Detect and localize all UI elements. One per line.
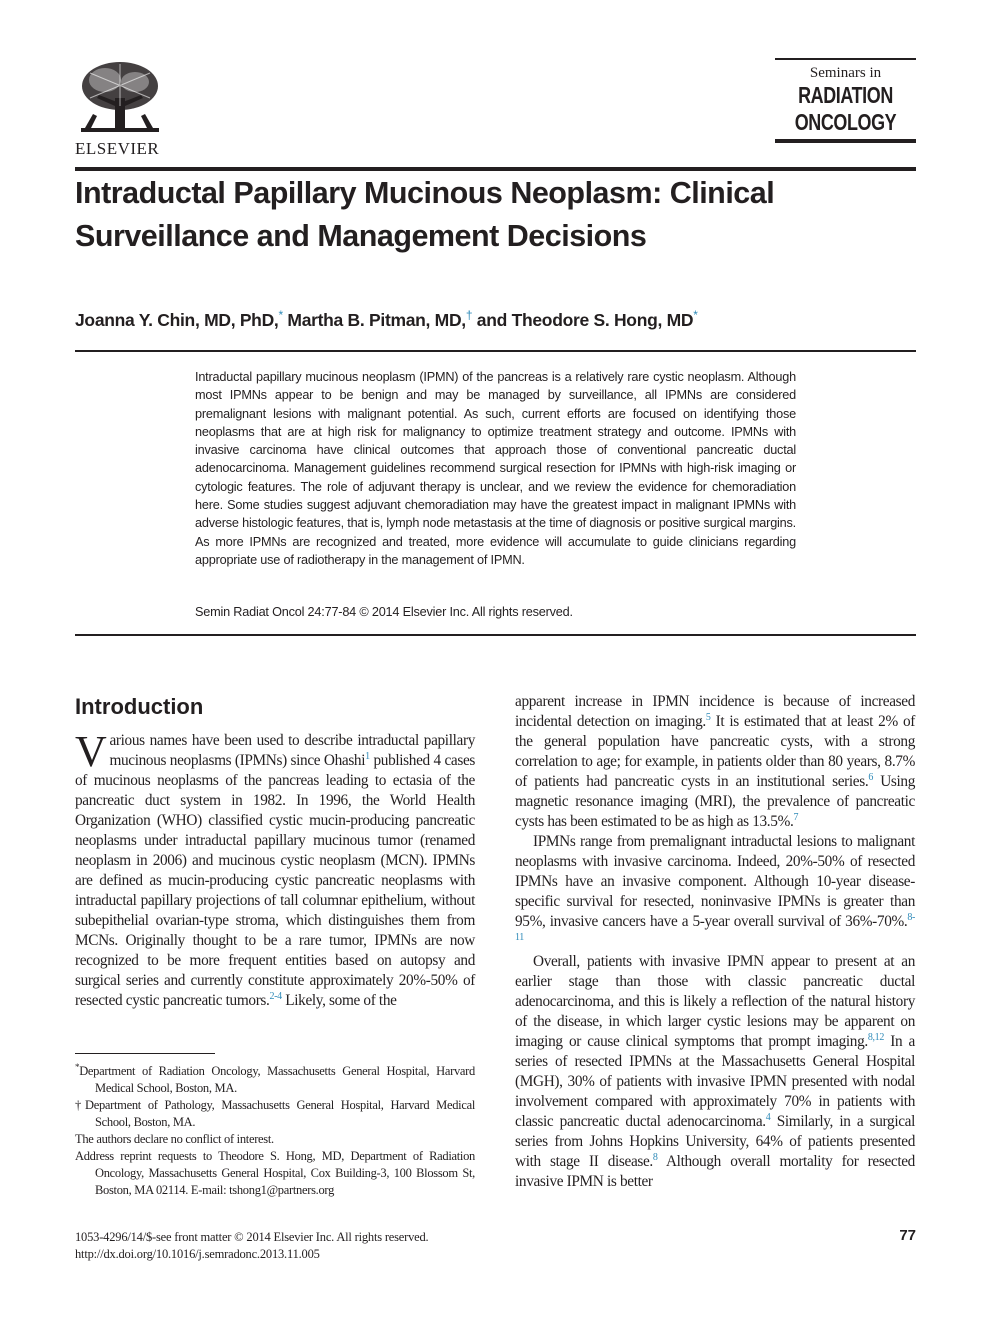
journal-masthead: [775, 58, 916, 143]
body-column-right: [515, 692, 915, 1192]
drop-cap: V: [75, 727, 107, 776]
masthead-bottom-rule: [775, 139, 916, 143]
elsevier-tree-icon: [75, 58, 165, 138]
body-paragraph: [515, 832, 915, 952]
abstract-rule: [75, 634, 916, 636]
footnote-correspondence: Address reprint requests to Theodore S. Hong, MD, Department of Radiation Oncology, Massachusetts General Hospital, Cox Building-3, 100 Blossom St, Boston, MA 02114. E-mail: tshong1@partners.org: [75, 1149, 475, 1198]
article-title: Intraductal Papillary Mucinous Neoplasm: Clinical Surveillance and Management Decisions: [75, 176, 775, 253]
citation-line: Semin Radiat Oncol 24:77-84 © 2014 Elsevier Inc. All rights reserved.: [195, 605, 573, 619]
abstract-text: Intraductal papillary mucinous neoplasm (IPMN) of the pancreas is a relatively rare cystic neoplasm. Although most IPMNs appear to be benign and may be managed by surveillance, all IPMNs are considered premalignant lesions with malignant potential. As such, current efforts are focused on identifying those neoplasms that are at high risk for malignancy to optimize treatment strategy and outcome. IPMNs with invasive carcinoma have clinical outcomes that approach those of conventional pancreatic ductal adenocarcinoma. Management guidelines recommend surgical resection for IPMNs with high-risk imaging or cytologic features. The role of adjuvant therapy is unclear, and we review the evidence for chemoradiation here. Some studies suggest adjuvant chemoradiation may have the greatest impact in malignant IPMNs with adverse histologic features, that is, lymph node metastasis at the time of diagnosis or positive surgical margins. As more IPMNs are recognized and treated, more evidence will accumulate to guide clinicians regarding appropriate use of radiotherapy in the management of IPMN.: [195, 370, 796, 567]
doi-link[interactable]: http://dx.doi.org/10.1016/j.semradonc.2013.11.005: [75, 1247, 320, 1261]
journal-name-line1: RADIATION: [798, 82, 893, 108]
body-text: IPMNs range from premalignant intraductal lesions to malignant neoplasms with invasive carcinoma. Indeed, 20%-50% of resected IPMNs have an invasive component. Although 10-year disease-specific survival for resected, noninvasive IPMNs is greater than 95%, invasive cancers have a 5-year overall survival of 36%-70%.: [515, 833, 915, 930]
reference-link[interactable]: 2-4: [269, 990, 282, 1002]
journal-name-line2: ONCOLOGY: [794, 109, 897, 135]
body-text: Likely, some of the: [281, 992, 397, 1009]
body-paragraph: [515, 692, 915, 832]
body-text: apparent increase in IPMN incidence is because of increased incidental detection on imaging.: [515, 693, 915, 730]
body-column-left: [75, 727, 475, 1011]
issn-line: 1053-4296/14/$-see front matter © 2014 Elsevier Inc. All rights reserved.: [75, 1230, 429, 1244]
author-1: Joanna Y. Chin, MD, PhD,: [75, 309, 279, 330]
reference-link[interactable]: 4: [765, 1111, 771, 1123]
author-2-affiliation-mark[interactable]: †: [465, 308, 473, 322]
body-paragraph: [75, 727, 475, 1011]
author-1-affiliation-mark[interactable]: *: [278, 308, 283, 322]
author-3: and Theodore S. Hong, MD: [472, 309, 694, 330]
footnote-mark: *: [75, 1062, 80, 1072]
body-text: published 4 cases of mucinous neoplasms of the pancreas leading to ectasia of the pancreatic duct system in 1982. In 1996, the World Health Organization (WHO) classified cystic mucin-producing pancreatic neoplasms under intraductal papillary mucinous tumor (renamed neoplasm in 2006) and mucinous cystic neoplasm (MCN). IPMNs are defined as mucin-producing cystic pancreatic neoplasms with intraductal papillary projections of tall columnar epithelium, without subepithelial ovarian-type stroma, which distinguishes them from MCNs. Originally thought to be a rare tumor, IPMNs are now recognized to be more frequent entities based on autopsy and surgical series and currently constitute approximately 20%-50% of resected cystic pancreatic tumors.: [75, 752, 475, 1009]
body-text: Similarly, in a surgical series from Johns Hopkins University, 64% of patients presented with stage II disease.: [515, 1113, 915, 1170]
body-text: arious names have been used to describe intraductal papillary mucinous neoplasms (IPMNs) since Ohashi: [109, 732, 475, 769]
reference-link[interactable]: 1: [365, 750, 370, 762]
reference-link[interactable]: 8: [652, 1151, 658, 1163]
footnote-affiliation-2: †Department of Pathology, Massachusetts General Hospital, Harvard Medical School, Boston, MA.: [75, 1098, 475, 1130]
reference-link[interactable]: 8,12: [867, 1031, 884, 1043]
author-rule: [75, 350, 916, 352]
author-list: [75, 308, 916, 331]
reference-link[interactable]: 6: [868, 771, 873, 783]
footnote-affiliation-1: [75, 1059, 475, 1097]
publisher-name: ELSEVIER: [75, 139, 160, 158]
publisher-logo: [75, 58, 165, 156]
journal-series: Seminars in: [809, 65, 882, 81]
footnote-rule: [75, 1053, 215, 1054]
body-text: Although overall mortality for resected invasive IPMN is better: [515, 1153, 915, 1190]
section-heading-introduction: Introduction: [75, 694, 204, 719]
abstract: [195, 368, 796, 569]
reference-link[interactable]: 7: [793, 811, 799, 823]
author-3-affiliation-mark[interactable]: *: [693, 308, 698, 322]
footnotes: [75, 1059, 475, 1199]
masthead-top-rule: [775, 58, 916, 60]
reference-link[interactable]: 5: [705, 711, 711, 723]
page-number: 77: [899, 1227, 916, 1244]
body-text: Overall, patients with invasive IPMN appear to present at an earlier stage than those with classic pancreatic ductal adenocarcinoma, and this is likely a reflection of the natural history of the disease, in which larger cystic lesions may be apparent on imaging or cause clinical symptoms that prompt imaging.: [515, 953, 915, 1050]
body-text: Using magnetic resonance imaging (MRI), the prevalence of pancreatic cysts has been estimated to be as high as 13.5%.: [515, 773, 915, 830]
footnote-text: Department of Radiation Oncology, Massachusetts General Hospital, Harvard Medical School, Boston, MA.: [79, 1064, 475, 1096]
reference-link[interactable]: 8-11: [515, 911, 915, 943]
header-rule: [75, 167, 916, 171]
footnote-conflict: The authors declare no conflict of interest.: [75, 1132, 274, 1147]
body-text: In a series of resected IPMNs at the Massachusetts General Hospital (MGH), 30% of patients with invasive IPMN presented with nodal involvement compared with approximately 70% in patients with classic pancreatic ductal adenocarcinoma.: [515, 1033, 915, 1130]
body-text: It is estimated that at least 2% of the general population have pancreatic cysts, with a strong correlation to age; for example, in patients older than 80 years, 8.7% of patients had pancreatic cysts in an institutional series.: [515, 713, 915, 790]
author-2: Martha B. Pitman, MD,: [282, 309, 466, 330]
page-footer: [75, 1229, 429, 1263]
body-paragraph: [515, 952, 915, 1192]
